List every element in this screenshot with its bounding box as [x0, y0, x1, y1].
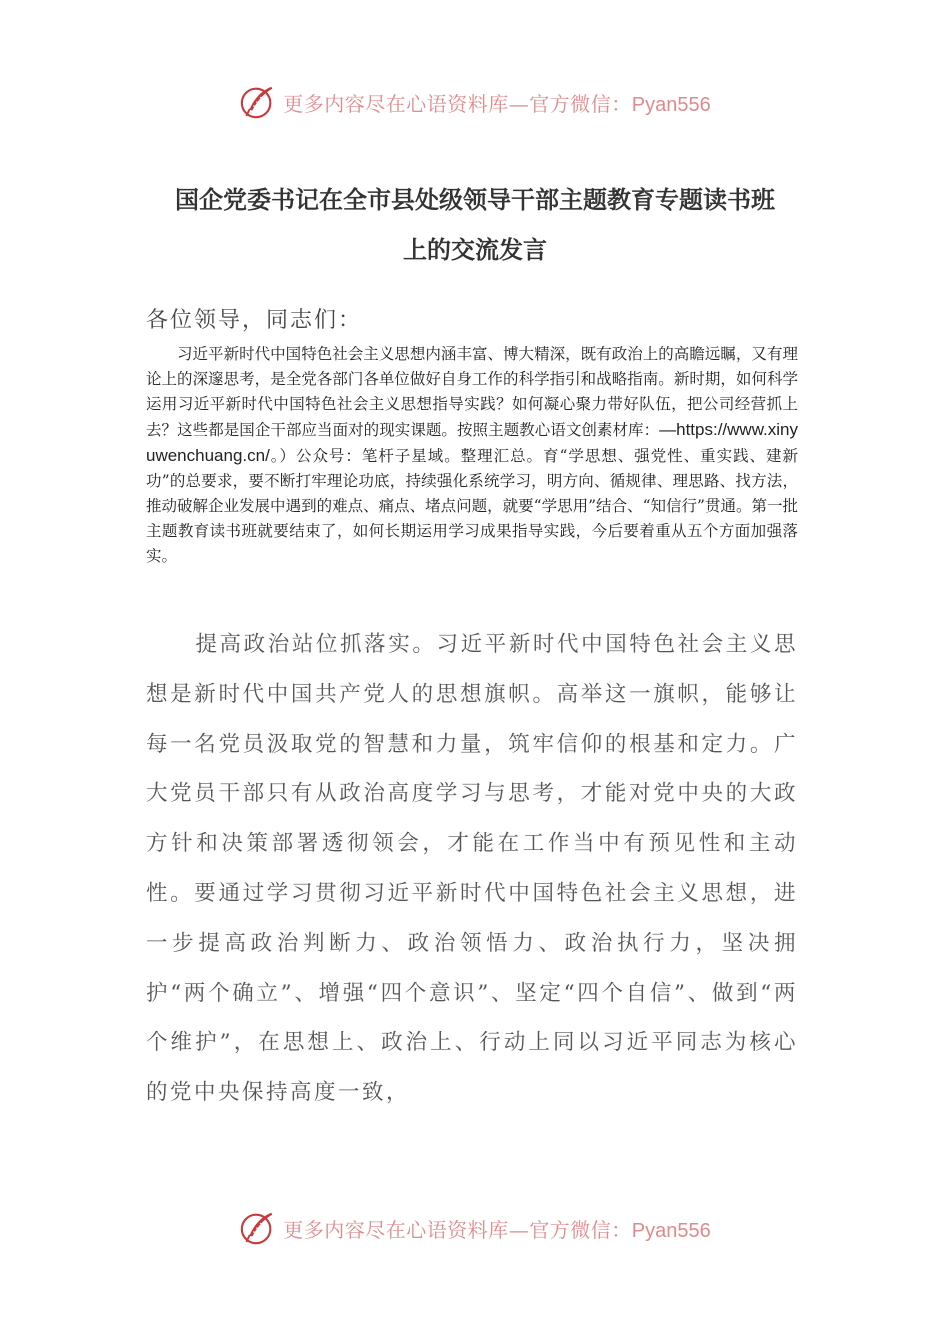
salutation: 各位领导，同志们： [146, 308, 363, 333]
body-paragraph: 提高政治站位抓落实。习近平新时代中国特色社会主义思想是新时代中国共产党人的思想旗帜。高举这一旗帜，能够让每一名党员汲取党的智慧和力量，筑牢信仰的根基和定力。广大党员干部只有从政治高度学习与思考，才能对党中央的大政方针和决策部署透彻领会，才能在工作当中有预见性和主动性。要通过学习贯彻习近平新时代中国特色社会主义思想，进一步提高政治判断力、政治领悟力、政治执行力，坚决拥护“两个确立”、增强“四个意识”、坚定“四个自信”、做到“两个维护”，在思想上、政治上、行动上同以习近平同志为核心的党中央保持高度一致， [146, 632, 798, 1106]
header-banner-text: 更多内容尽在心语资料库—官方微信：Pyan556 [283, 91, 711, 116]
feather-pen-logo-icon [239, 83, 277, 121]
document-title-line-1: 国企党委书记在全市县处级领导干部主题教育专题读书班 [175, 186, 775, 214]
footer-banner [0, 1208, 950, 1248]
intro-paragraph [146, 342, 798, 569]
feather-pen-logo-icon [239, 1209, 277, 1247]
footer-wechat-id: Pyan556 [631, 1219, 711, 1242]
header-wechat-id: Pyan556 [631, 93, 711, 116]
intro-text-part-2: 。）公众号：笔杆子星域。整理汇总。育“学思想、强党性、重实践、建新功”的总要求，要不断打牢理论功底，持续强化系统学习，明方向、循规律、理思路、找方法，推动破解企业发展中遇到的难点、痛点、堵点问题，就要“学思用”结合、“知信行”贯通。第一批主题教育读书班就要结束了，如何长期运用学习成果指导实践，今后要着重从五个方面加强落实。 [146, 447, 798, 565]
footer-banner-text: 更多内容尽在心语资料库—官方微信：Pyan556 [283, 1217, 711, 1242]
document-title-line-2: 上的交流发言 [403, 236, 547, 264]
source-url: —https://www.xinyuwenchuang.cn/ [146, 420, 798, 465]
intro-text-part-1: 习近平新时代中国特色社会主义思想内涵丰富、博大精深，既有政治上的高瞻远瞩，又有理论上的深邃思考，是全党各部门各单位做好自身工作的科学指引和战略指南。新时期，如何科学运用习近平新时代中国特色社会主义思想指导实践？如何凝心聚力带好队伍，把公司经营抓上去？这些都是国企干部应当面对的现实课题。按照主题教心语文创素材库： [146, 345, 798, 439]
header-banner [0, 82, 950, 122]
